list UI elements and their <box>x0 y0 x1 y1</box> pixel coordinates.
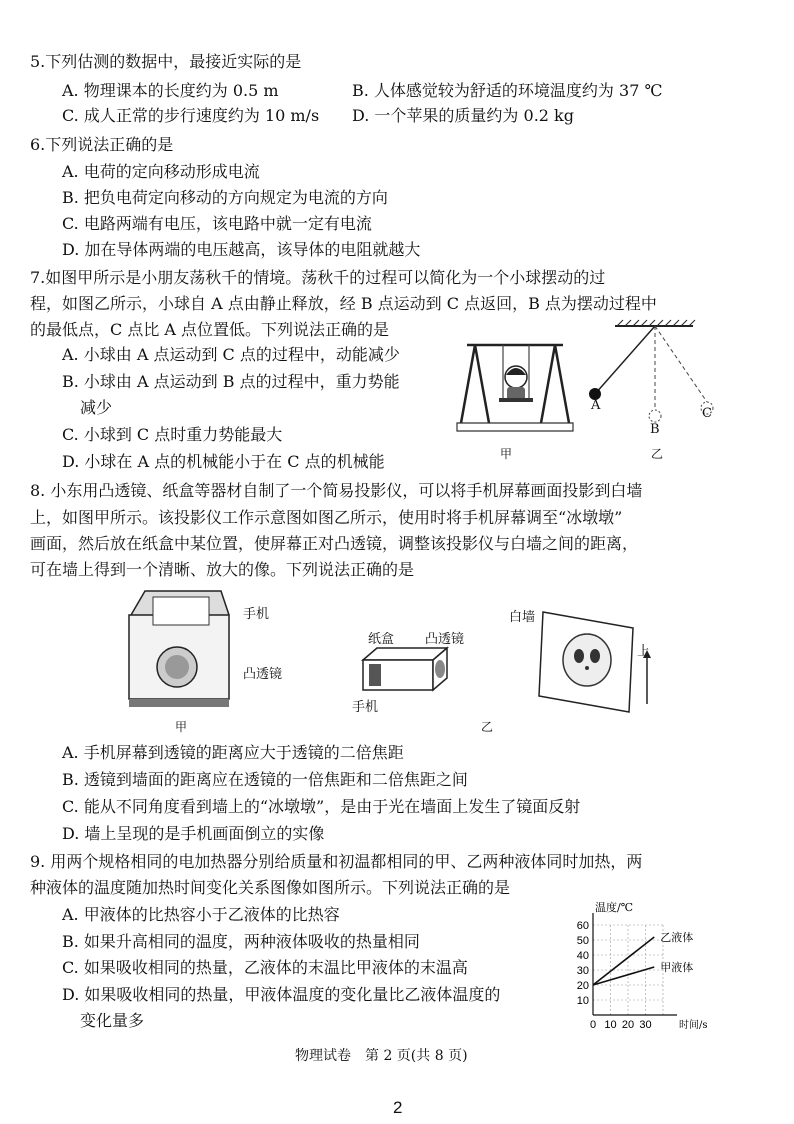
box-label: 纸盒 <box>368 632 395 647</box>
q6-stem: 6.下列说法正确的是 <box>30 135 174 154</box>
point-a-label: A <box>591 398 601 413</box>
q7-fig-jia-label: 甲 <box>500 447 513 461</box>
q7-stem-2: 程，如图乙所示，小球自 A 点由静止释放，经 B 点运动到 C 点返回，B 点为摆动过程中 <box>30 294 657 313</box>
q8-stem-3: 画面，然后放在纸盒中某位置，使屏幕正对凸透镜，调整该投影仪与白墙之间的距离， <box>30 534 639 553</box>
q8-option-b: B. 透镜到墙面的距离应在透镜的一倍焦距和二倍焦距之间 <box>62 770 468 789</box>
x-axis-label: 时间/s <box>679 1020 708 1031</box>
q9-option-c: C. 如果吸收相同的热量，乙液体的末温比甲液体的末温高 <box>62 958 468 977</box>
series-line <box>593 937 654 985</box>
y-axis-label: 温度/℃ <box>595 901 634 914</box>
q9-option-d-cont: 变化量多 <box>80 1011 145 1030</box>
q8-stem-2: 上，如图甲所示。该投影仪工作示意图如图乙所示，使用时将手机屏幕调至“冰墩墩” <box>30 508 623 527</box>
q7-option-c: C. 小球到 C 点时重力势能最大 <box>62 425 283 444</box>
point-c-label: C <box>702 406 712 421</box>
q9-option-a: A. 甲液体的比热容小于乙液体的比热容 <box>62 905 340 924</box>
q6-option-a: A. 电荷的定向移动形成电流 <box>62 162 260 181</box>
up-label: 上 <box>637 644 651 659</box>
temperature-chart <box>560 900 750 1030</box>
page-footer-label: 物理试卷 第 2 页(共 8 页) <box>295 1048 468 1064</box>
q8-option-c: C. 能从不同角度看到墙上的“冰墩墩”，是由于光在墙面上发生了镜面反射 <box>62 797 581 816</box>
q8-stem-1: 8. 小东用凸透镜、纸盒等器材自制了一个简易投影仪，可以将手机屏幕画面投影到白墙 <box>30 481 643 500</box>
y-tick-label: 50 <box>576 935 589 947</box>
q9-option-d: D. 如果吸收相同的热量，甲液体温度的变化量比乙液体温度的 <box>62 985 501 1004</box>
x-tick-label: 10 <box>604 1019 617 1031</box>
q7-option-b: B. 小球由 A 点运动到 B 点的过程中，重力势能 <box>62 372 400 391</box>
q5-option-b: B. 人体感觉较为舒适的环境温度约为 37 ℃ <box>352 81 663 100</box>
page-number: 2 <box>393 1098 403 1117</box>
q6-option-b: B. 把负电荷定向移动的方向规定为电流的方向 <box>62 188 388 207</box>
y-tick-label: 10 <box>576 995 589 1007</box>
q8-option-d: D. 墙上呈现的是手机画面倒立的实像 <box>62 824 325 843</box>
series-label: 甲液体 <box>660 961 694 974</box>
q7-stem-3: 的最低点，C 点比 A 点位置低。下列说法正确的是 <box>30 320 390 339</box>
y-tick-label: 20 <box>576 980 589 992</box>
q8-option-a: A. 手机屏幕到透镜的距离应大于透镜的二倍焦距 <box>62 743 404 762</box>
series-label: 乙液体 <box>660 931 694 944</box>
phone2-label: 手机 <box>352 700 379 715</box>
point-b-label: B <box>650 422 660 437</box>
q9-stem-1: 9. 用两个规格相同的电加热器分别给质量和初温都相同的甲、乙两种液体同时加热，两 <box>30 852 643 871</box>
q8-fig-jia-label: 甲 <box>175 720 188 734</box>
q5-option-d: D. 一个苹果的质量约为 0.2 kg <box>352 106 574 125</box>
swing-figure <box>455 335 575 435</box>
q9-option-b: B. 如果升高相同的温度，两种液体吸收的热量相同 <box>62 932 420 951</box>
y-tick-label: 40 <box>576 950 589 962</box>
q7-option-a: A. 小球由 A 点运动到 C 点的过程中，动能减少 <box>62 345 400 364</box>
x-tick-label: 20 <box>621 1019 635 1031</box>
q5-option-c: C. 成人正常的步行速度约为 10 m/s <box>62 106 320 125</box>
q7-option-d: D. 小球在 A 点的机械能小于在 C 点的机械能 <box>62 452 385 471</box>
q9-stem-2: 种液体的温度随加热时间变化关系图像如图所示。下列说法正确的是 <box>30 878 511 897</box>
lens-label: 凸透镜 <box>243 667 283 682</box>
white-wall-figure <box>535 608 665 718</box>
q6-option-d: D. 加在导体两端的电压越高，该导体的电阻就越大 <box>62 240 421 259</box>
q5-option-a: A. 物理课本的长度约为 0.5 m <box>62 81 279 100</box>
q6-option-c: C. 电路两端有电压，该电路中就一定有电流 <box>62 214 372 233</box>
q7-fig-yi-label: 乙 <box>651 447 664 461</box>
lens2-label: 凸透镜 <box>425 632 465 647</box>
projector-box-figure <box>125 585 235 713</box>
y-tick-label: 60 <box>576 920 589 932</box>
projector-diagram <box>355 640 455 696</box>
x-tick-label: 30 <box>639 1019 652 1031</box>
q5-stem: 5.下列估测的数据中，最接近实际的是 <box>30 52 302 71</box>
wall-label: 白墙 <box>509 610 536 625</box>
x-tick-label: 0 <box>589 1019 597 1031</box>
y-tick-label: 30 <box>576 965 589 977</box>
q7-stem-1: 7.如图甲所示是小朋友荡秋千的情境。荡秋千的过程可以简化为一个小球摆动的过 <box>30 268 606 287</box>
q7-option-b-cont: 减少 <box>80 398 113 417</box>
phone-label: 手机 <box>243 607 270 622</box>
q8-fig-yi-label: 乙 <box>481 720 494 734</box>
q8-stem-4: 可在墙上得到一个清晰、放大的像。下列说法正确的是 <box>30 560 415 579</box>
